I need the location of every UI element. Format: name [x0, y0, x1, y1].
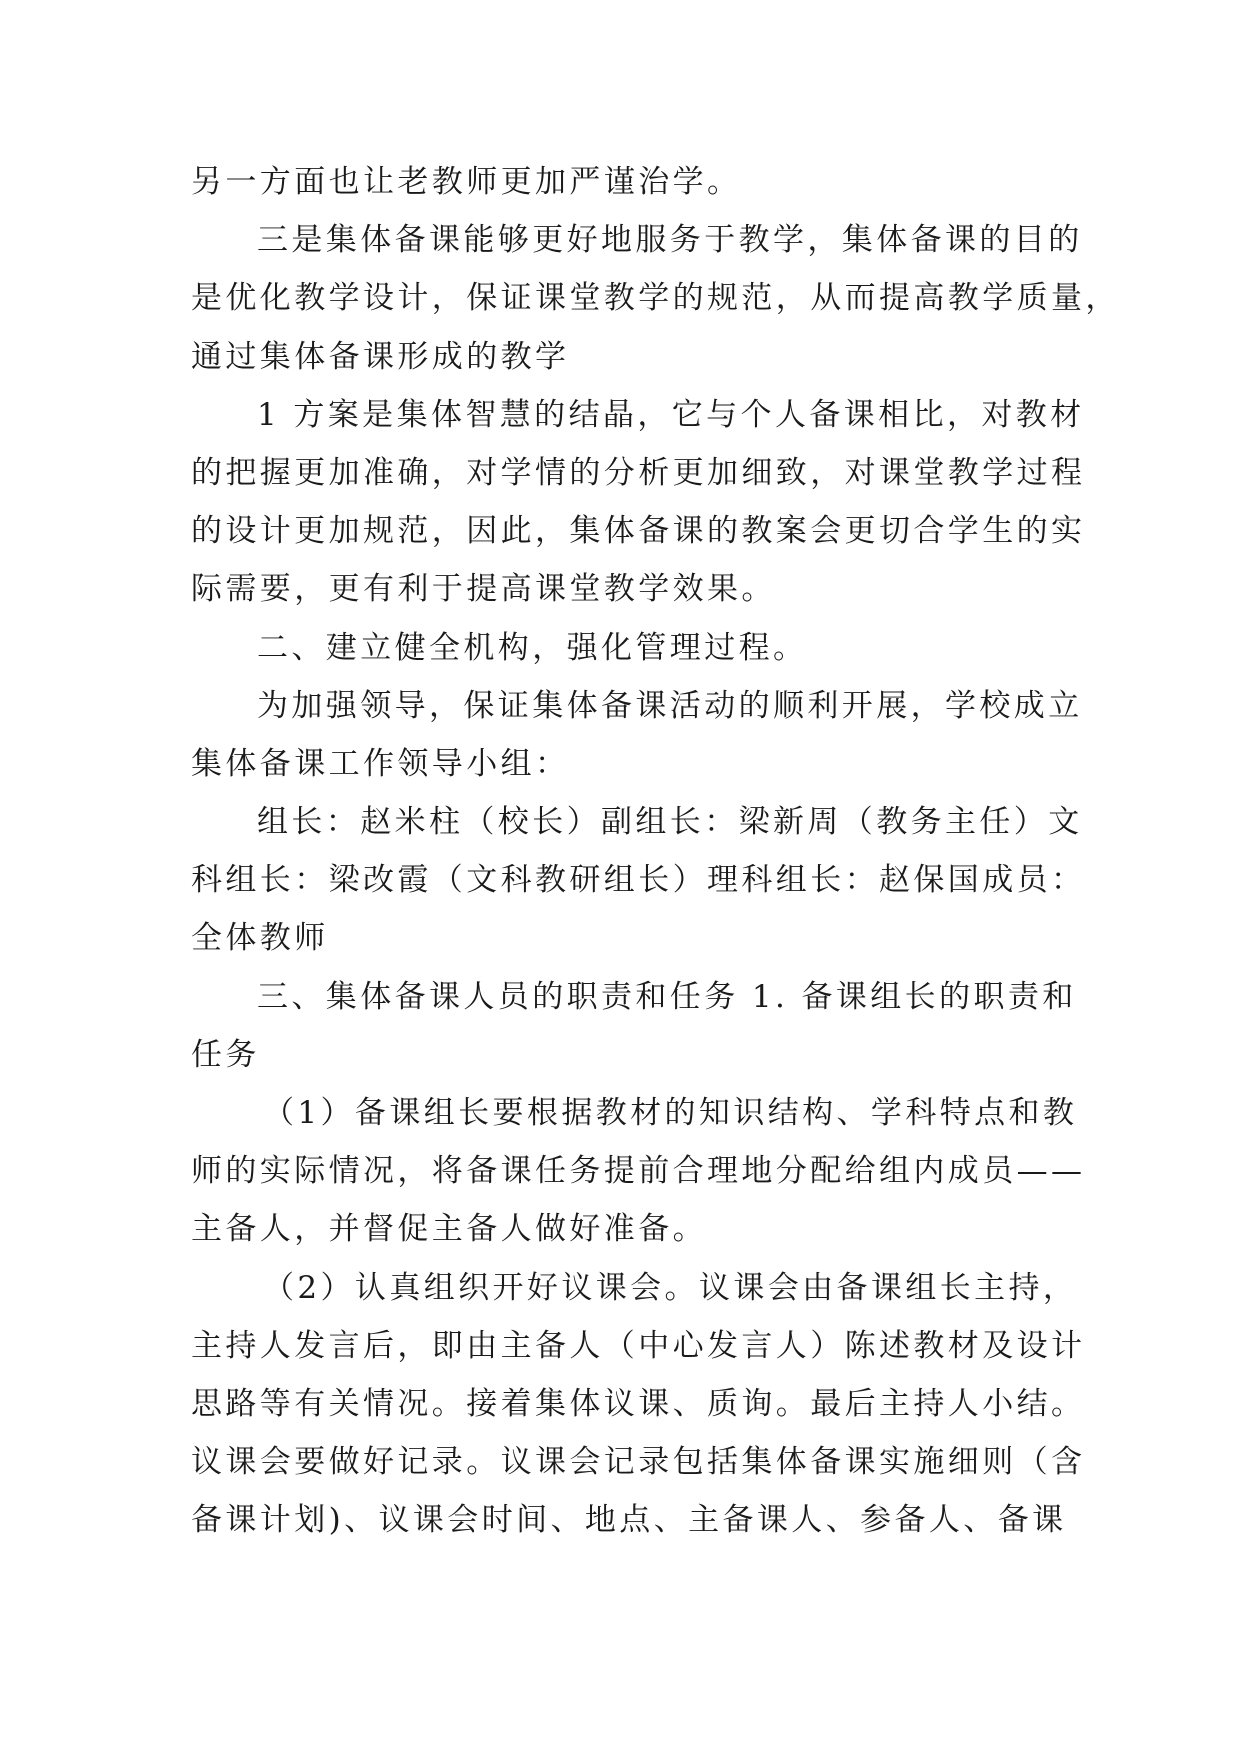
text-line: 师的实际情况，将备课任务提前合理地分配给组内成员—— — [191, 1153, 1086, 1190]
text-line: 为加强领导，保证集体备课活动的顺利开展，学校成立 — [257, 687, 1083, 724]
text-line: 任务 — [191, 1036, 260, 1073]
body-text — [191, 153, 1120, 1550]
text-line: 1 方案是集体智慧的结晶，它与个人备课相比，对教材 — [257, 396, 1085, 433]
text-line: 组长：赵米柱（校长）副组长：梁新周（教务主任）文 — [257, 804, 1083, 841]
text-line: 另一方面也让老教师更加严谨治学。 — [191, 164, 742, 200]
text-line: 思路等有关情况。接着集体议课、质询。最后主持人小结。 — [191, 1385, 1086, 1422]
text-line: 是优化教学设计，保证课堂教学的规范，从而提高教学质量， — [191, 280, 1120, 317]
text-line: 全体教师 — [191, 920, 329, 957]
text-line: 备课计划)、议课会时间、地点、主备课人、参备人、备课 — [191, 1502, 1067, 1539]
text-line: 的把握更加准确，对学情的分析更加细致，对课堂教学过程 — [191, 454, 1086, 491]
text-line: 主持人发言后，即由主备人（中心发言人）陈述教材及设计 — [191, 1327, 1086, 1364]
text-line: 的设计更加规范，因此，集体备课的教案会更切合学生的实 — [191, 513, 1086, 550]
text-line: （2）认真组织开好议课会。议课会由备课组长主持， — [263, 1269, 1078, 1306]
text-line: 际需要，更有利于提高课堂教学效果。 — [191, 571, 776, 608]
text-line: 集体备课工作领导小组： — [191, 745, 570, 782]
text-line: 主备人，并督促主备人做好准备。 — [191, 1211, 707, 1248]
text-line: （1）备课组长要根据教材的知识结构、学科特点和教 — [263, 1095, 1078, 1131]
text-line: 三是集体备课能够更好地服务于教学，集体备课的目的 — [257, 222, 1083, 259]
text-line: 科组长：梁改霞（文科教研组长）理科组长：赵保国成员： — [191, 862, 1086, 899]
section-heading: 三、集体备课人员的职责和任务 1. 备课组长的职责和 — [257, 978, 1077, 1015]
text-line: 议课会要做好记录。议课会记录包括集体备课实施细则（含 — [191, 1444, 1086, 1481]
text-line: 通过集体备课形成的教学 — [191, 338, 570, 375]
section-heading: 二、建立健全机构，强化管理过程。 — [257, 629, 808, 666]
